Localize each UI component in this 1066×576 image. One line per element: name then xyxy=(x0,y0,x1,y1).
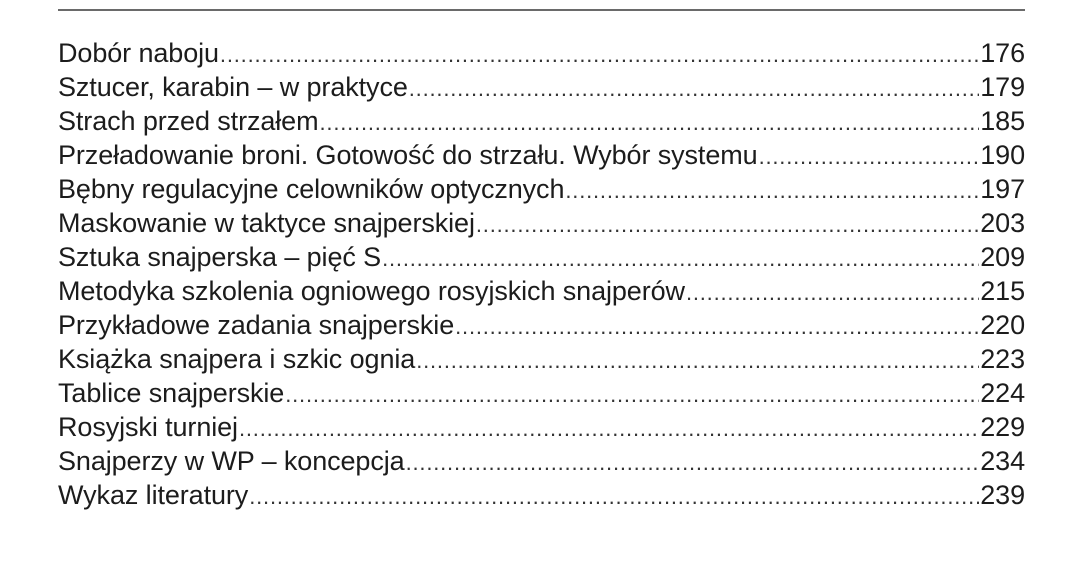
toc-entry-title: Metodyka szkolenia ogniowego rosyjskich snajperów xyxy=(58,276,685,306)
toc-entry-page: 179 xyxy=(980,72,1025,102)
dot-leader xyxy=(285,378,979,412)
toc-entry xyxy=(58,138,1025,172)
dot-leader xyxy=(686,276,979,310)
toc-entry-page: 190 xyxy=(980,140,1025,170)
toc-entry-page: 223 xyxy=(980,344,1025,374)
top-divider xyxy=(58,9,1025,11)
dot-leader xyxy=(220,38,979,72)
toc-entry-title: Dobór naboju xyxy=(58,38,219,68)
toc-entry-page: 220 xyxy=(980,310,1025,340)
dot-leader xyxy=(406,446,980,480)
toc-entry-title: Rosyjski turniej xyxy=(58,412,238,442)
toc-entry xyxy=(58,274,1025,308)
toc-entry-title: Bębny regulacyjne celowników optycznych xyxy=(58,174,565,204)
toc-entry-page: 229 xyxy=(980,412,1025,442)
dot-leader xyxy=(759,140,980,174)
toc-entry-title: Sztuka snajperska – pięć S xyxy=(58,242,382,272)
toc-entry xyxy=(58,104,1025,138)
dot-leader xyxy=(249,480,979,514)
dot-leader xyxy=(239,412,979,446)
toc-entry xyxy=(58,36,1025,70)
toc-entry-title: Sztucer, karabin – w praktyce xyxy=(58,72,408,102)
dot-leader xyxy=(416,344,979,378)
dot-leader xyxy=(565,174,979,208)
toc-entry xyxy=(58,410,1025,444)
toc-entry xyxy=(58,376,1025,410)
toc-entry-page: 176 xyxy=(980,38,1025,68)
toc-entry xyxy=(58,342,1025,376)
dot-leader xyxy=(455,310,979,344)
toc-entry-title: Wykaz literatury xyxy=(58,480,249,510)
toc-entry-page: 234 xyxy=(980,446,1025,476)
toc-entry xyxy=(58,308,1025,342)
toc-entry xyxy=(58,444,1025,478)
dot-leader xyxy=(320,106,980,140)
dot-leader xyxy=(382,242,979,276)
toc-entry-page: 203 xyxy=(980,208,1025,238)
toc-entry-title: Maskowanie w taktyce snajperskiej xyxy=(58,208,475,238)
toc-entry-title: Przykładowe zadania snajperskie xyxy=(58,310,455,340)
toc-entry-title: Strach przed strzałem xyxy=(58,106,319,136)
toc-entry-page: 185 xyxy=(980,106,1025,136)
toc-entry xyxy=(58,172,1025,206)
toc-entry-page: 224 xyxy=(980,378,1025,408)
toc-entry-page: 239 xyxy=(980,480,1025,510)
toc-entry-page: 215 xyxy=(980,276,1025,306)
toc-entry-title: Przeładowanie broni. Gotowość do strzału. Wybór systemu xyxy=(58,140,758,170)
dot-leader xyxy=(409,72,979,106)
toc-entry-title: Tablice snajperskie xyxy=(58,378,285,408)
toc-entry-title: Snajperzy w WP – koncepcja xyxy=(58,446,405,476)
toc-entry-page: 197 xyxy=(980,174,1025,204)
toc-entry xyxy=(58,70,1025,104)
table-of-contents xyxy=(58,36,1025,512)
toc-entry xyxy=(58,206,1025,240)
toc-entry-title: Książka snajpera i szkic ognia xyxy=(58,344,416,374)
toc-entry-page: 209 xyxy=(980,242,1025,272)
toc-entry xyxy=(58,478,1025,512)
toc-entry xyxy=(58,240,1025,274)
dot-leader xyxy=(476,208,979,242)
